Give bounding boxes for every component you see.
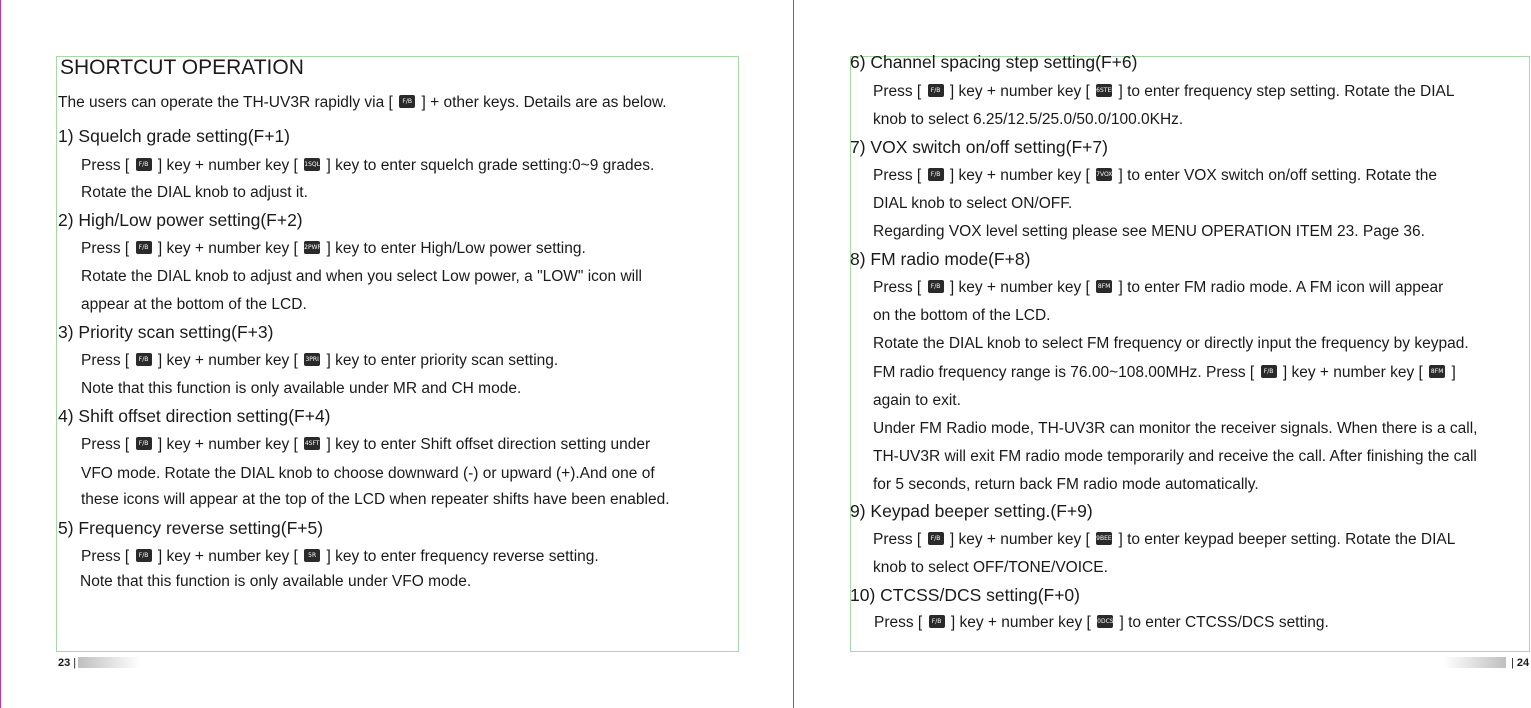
text: ] to enter keypad beeper setting. Rotate the DIAL (1114, 531, 1456, 548)
instruction-line (873, 278, 1443, 298)
page-fold (793, 0, 794, 708)
text: ] key + number key [ (153, 548, 303, 565)
intro-text: ] + other keys. Details are as below. (417, 94, 667, 111)
intro-text: rapidly via [ (310, 94, 398, 111)
text: ] key + number key [ (945, 531, 1095, 548)
text: ] key + number key [ (153, 436, 303, 453)
instruction-line: Under FM Radio mode, TH-UV3R can monitor the receiver signals. When there is a call, (873, 420, 1478, 437)
text: ] to enter frequency step setting. Rotate the DIAL (1114, 83, 1455, 100)
text: ] key + number key [ (153, 157, 303, 174)
key-4-icon: 4SFT (304, 437, 320, 450)
instruction-line: TH-UV3R will exit FM radio mode temporarily and receive the call. After finishing the call (873, 448, 1477, 465)
text: ] key + number key [ (153, 352, 303, 369)
f-key-icon: F/B (136, 437, 152, 450)
f-key-icon: F/B (928, 280, 944, 293)
instruction-line: Rotate the DIAL knob to adjust it. (81, 184, 308, 201)
text: ] key to enter Shift offset direction setting under (322, 436, 651, 453)
section-heading: 4) Shift offset direction setting(F+4) (58, 406, 331, 426)
instruction-line: these icons will appear at the top of the LCD when repeater shifts have been enabled. (81, 491, 670, 508)
text: ] to enter VOX switch on/off setting. Rotate the (1114, 167, 1437, 184)
instruction-line: Note that this function is only available under MR and CH mode. (81, 380, 522, 397)
instruction-line: again to exit. (873, 392, 961, 409)
instruction-line: Regarding VOX level setting please see MENU OPERATION ITEM 23. Page 36. (873, 223, 1425, 240)
instruction-line (874, 613, 1329, 633)
instruction-line: DIAL knob to select ON/OFF. (873, 195, 1073, 212)
text: ] key to enter High/Low power setting. (322, 240, 586, 257)
page-edge-left (0, 0, 1, 708)
text: ] key to enter squelch grade setting:0~9 grades. (322, 157, 655, 174)
instruction-line: for 5 seconds, return back FM radio mode automatically. (873, 476, 1259, 493)
instruction-line: VFO mode. Rotate the DIAL knob to choose downward (-) or upward (+).And one of (81, 465, 655, 482)
intro-line (58, 93, 667, 113)
section-heading: 8) FM radio mode(F+8) (850, 249, 1031, 269)
instruction-line (873, 363, 1456, 383)
text: ] (1447, 364, 1456, 381)
f-key-icon: F/B (928, 532, 944, 545)
model-name: TH-UV3R (242, 94, 311, 111)
text: Press [ (81, 436, 134, 453)
text: ] key + number key [ (1278, 364, 1428, 381)
text: ] key + number key [ (946, 614, 1096, 631)
section-heading: 2) High/Low power setting(F+2) (58, 210, 303, 230)
text: ] key + number key [ (945, 279, 1095, 296)
instruction-line: Note that this function is only available under VFO mode. (80, 573, 472, 590)
text: ] key + number key [ (945, 167, 1095, 184)
text: ] to enter FM radio mode. A FM icon will appear (1114, 279, 1444, 296)
text: ] key + number key [ (153, 240, 303, 257)
instruction-line (81, 239, 586, 259)
f-key-icon: F/B (136, 353, 152, 366)
instruction-line: on the bottom of the LCD. (873, 307, 1051, 324)
f-key-icon: F/B (1261, 365, 1277, 378)
key-2-icon: 2PWR (304, 241, 320, 254)
instruction-line: Rotate the DIAL knob to select FM frequency or directly input the frequency by keypad. (873, 335, 1469, 352)
instruction-line (81, 156, 654, 176)
page-number-left: 23 | (58, 657, 77, 669)
instruction-line (81, 547, 599, 567)
instruction-line (873, 166, 1437, 186)
text: ] key + number key [ (945, 83, 1095, 100)
f-key-icon: F/B (136, 241, 152, 254)
section-heading: 6) Channel spacing step setting(F+6) (850, 52, 1138, 72)
f-key-icon: F/B (136, 549, 152, 562)
page-title: SHORTCUT OPERATION (60, 56, 304, 79)
text: Press [ (873, 167, 926, 184)
key-0-icon: 0DCS (1097, 615, 1113, 628)
instruction-line: appear at the bottom of the LCD. (81, 296, 307, 313)
key-1-icon: 1SQL (304, 158, 320, 171)
text: Press [ (81, 157, 134, 174)
page-number-right: | 24 (1511, 657, 1530, 669)
key-3-icon: 3PRI (304, 353, 320, 366)
section-heading: 3) Priority scan setting(F+3) (58, 322, 274, 342)
text: Press [ (873, 83, 926, 100)
f-key-icon: F/B (399, 95, 415, 108)
text: FM radio frequency range is 76.00~108.00MHz. Press [ (873, 364, 1259, 381)
key-5-icon: 5R (304, 549, 320, 562)
text: Press [ (81, 352, 134, 369)
footer-gradient-bar (78, 657, 140, 668)
text: ] key to enter priority scan setting. (322, 352, 559, 369)
f-key-icon: F/B (136, 158, 152, 171)
key-8-icon: 8FM (1096, 280, 1112, 293)
instruction-line: knob to select OFF/TONE/VOICE. (873, 559, 1108, 576)
text: ] key to enter frequency reverse setting. (322, 548, 599, 565)
f-key-icon: F/B (928, 84, 944, 97)
text: Press [ (873, 279, 926, 296)
text: Press [ (873, 531, 926, 548)
instruction-line (81, 435, 650, 455)
text: Press [ (874, 614, 927, 631)
key-9-icon: 9BEEP (1096, 532, 1112, 545)
f-key-icon: F/B (928, 168, 944, 181)
instruction-line (873, 530, 1455, 550)
f-key-icon: F/B (929, 615, 945, 628)
text: Press [ (81, 548, 134, 565)
page-number: 23 (58, 657, 71, 669)
section-heading: 5) Frequency reverse setting(F+5) (58, 518, 324, 538)
key-7-icon: 7VOX (1096, 168, 1112, 181)
section-heading: 1) Squelch grade setting(F+1) (58, 126, 291, 146)
instruction-line: Rotate the DIAL knob to adjust and when you select Low power, a "LOW" icon will (81, 268, 642, 285)
instruction-line (873, 82, 1455, 102)
instruction-line: knob to select 6.25/12.5/25.0/50.0/100.0KHz. (873, 111, 1184, 128)
footer-gradient-bar (1444, 657, 1506, 668)
section-heading: 10) CTCSS/DCS setting(F+0) (850, 585, 1080, 605)
key-6-icon: 6STEP (1096, 84, 1112, 97)
intro-text: The users can operate the (58, 94, 243, 111)
page-number: 24 (1516, 657, 1530, 669)
key-8-icon: 8FM (1429, 365, 1445, 378)
text: Press [ (81, 240, 134, 257)
section-heading: 7) VOX switch on/off setting(F+7) (850, 137, 1108, 157)
instruction-line (81, 351, 558, 371)
section-heading: 9) Keypad beeper setting.(F+9) (850, 501, 1093, 521)
text: ] to enter CTCSS/DCS setting. (1115, 614, 1329, 631)
